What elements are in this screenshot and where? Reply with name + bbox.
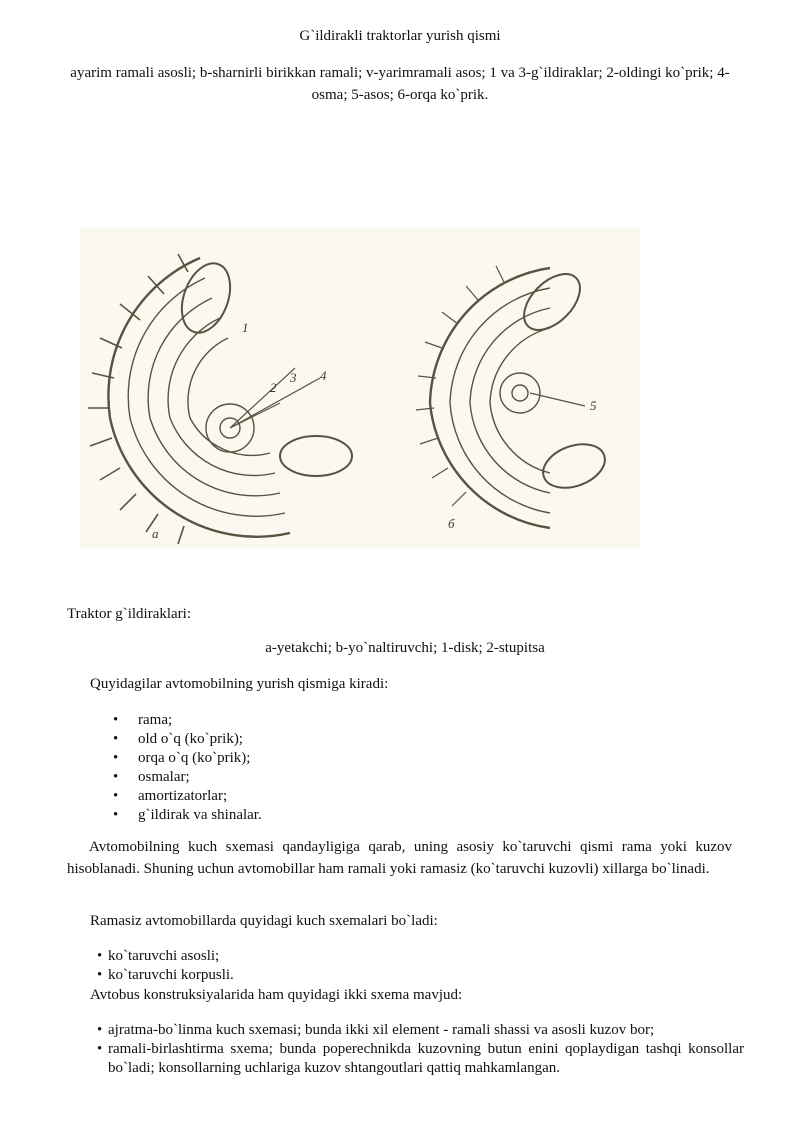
wheels-caption: a-yetakchi; b-yo`naltiruvchi; 1-disk; 2-stupitsa [265,640,545,656]
bus-schemes-list [108,1021,744,1078]
wheels-heading: Traktor g`ildiraklari: [67,606,192,622]
callout-2: 2 [270,380,277,395]
tractor-wheels-figure [80,228,640,548]
list-item: • ramali-birlashtirma sxema; bunda poperechnikda kuzovning butun enini qoplaydigan tashqi konsollar bo`ladi; konsollarning uchlariga kuzov shtangoutlari qattiq mahkamlangan. [108,1040,744,1078]
figure-label-b: б [448,516,455,531]
page-title: G`ildirakli traktorlar yurish qismi [299,28,501,44]
frame-caption: ayarim ramali asosli; b-sharnirli birikkan ramali; v-yarimramali asos; 1 va 3-g`ildiraklar; 2-oldingi ko`prik; 4-osma; 5-asos; 6-orqa ko`prik. [70,65,730,103]
list-item: • ajratma-bo`linma kuch sxemasi; bunda ikki xil element - ramali shassi va asosli kuzov bor; [108,1021,744,1040]
wheels-drawing [80,228,640,548]
list-item: • ko`taruvchi korpusli. [108,966,234,985]
running-gear-list [138,711,262,825]
list-item: • old o`q (ko`prik); [138,730,262,749]
callout-1: 1 [242,320,249,335]
list-item: • orqa o`q (ko`prik); [138,749,262,768]
list-item: • rama; [138,711,262,730]
list-item: • osmalar; [138,768,262,787]
callout-3: 3 [290,370,297,385]
frameless-schemes-list [108,947,234,985]
list-item: • ko`taruvchi asosli; [108,947,234,966]
figure-label-a: a [152,526,159,541]
list-item: • amortizatorlar; [138,787,262,806]
body-paragraph-3: Avtobus konstruksiyalarida ham quyidagi ikki sxema mavjud: [90,987,463,1003]
callout-5: 5 [590,398,597,413]
body-paragraph-1: Avtomobilning kuch sxemasi qandayligiga qarab, uning asosiy ko`taruvchi qismi rama yoki kuzov hisoblanadi. Shuning uchun avtomobillar ham ramali yoki ramasiz (ko`taruvchi kuzovli) xillarga bo`linadi. [67,839,732,877]
body-paragraph-2: Ramasiz avtomobillarda quyidagi kuch sxemalari bo`ladi: [90,913,438,929]
running-gear-intro: Quyidagilar avtomobilning yurish qismiga kiradi: [90,676,389,692]
callout-4: 4 [320,368,327,383]
list-item: • g`ildirak va shinalar. [138,806,262,825]
